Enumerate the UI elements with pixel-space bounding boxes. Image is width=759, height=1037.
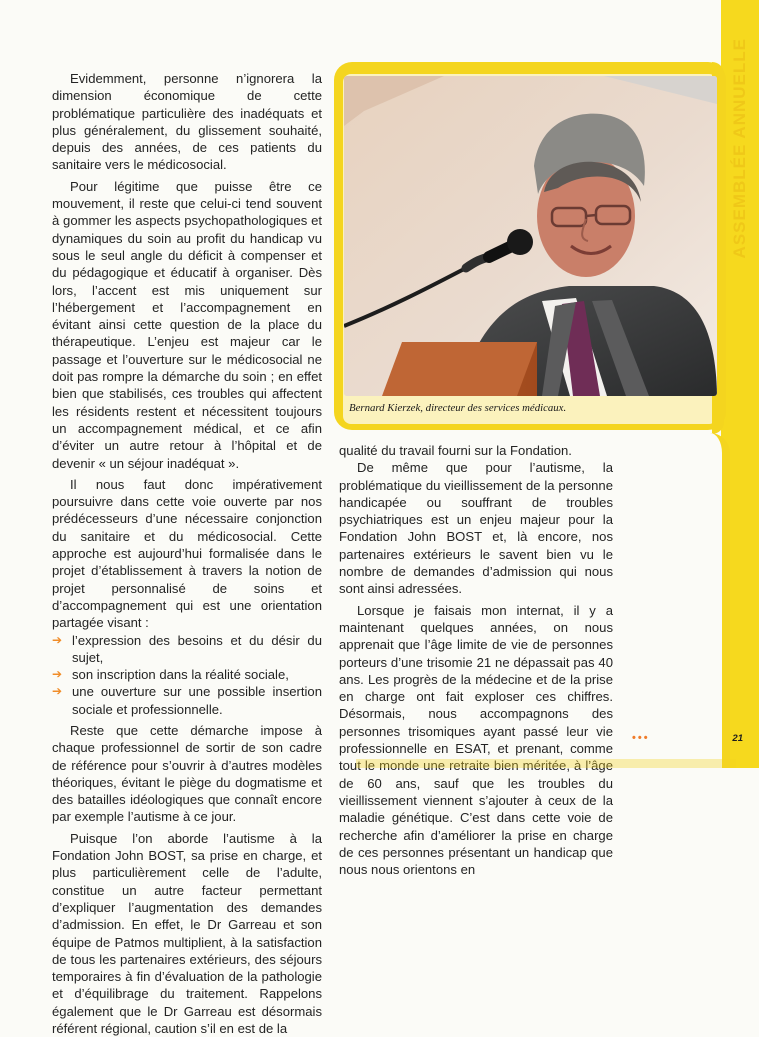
left-paragraph-5: Puisque l’on aborde l’autisme à la Fondation John BOST, sa prise en charge, et plus particulièrement celle de l’adulte, constitue un autre facteur permettant d’expliquer l’augmentation des demandes d’admission. En effet, le Dr Garreau et son équipe de Patmos multiplient, à la satisfaction de tous les partenaires extérieurs, des séjours temporaires à fin d’évaluation de la pathologie et d’équilibrage du traitement. Rappelons également que le Dr Garreau est désormais référent régional, caution s’il en est de la (52, 830, 322, 1037)
faded-background-text (58, 48, 338, 66)
bullet-item: ➔ l’expression des besoins et du désir du sujet, (52, 632, 322, 667)
page-number: 21 (732, 733, 743, 744)
photo-caption: Bernard Kierzek, directeur des services médicaux. (349, 402, 567, 414)
left-paragraph-2: Pour légitime que puisse être ce mouvement, il reste que celui-ci tend souvent à gommer les aspects psychopathologiques et dynamiques du soin au profit du handicap vu sous le seul angle du déficit à compenser et du pédagogique et éducatif à organiser. Dès lors, l’accent est mis uniquement sur l’hébergement et l’accompagnement en évitant ainsi cette question de la place du thérapeutique. L’enjeu est majeur car le passage et l’ouverture sur le médicosocial ne doit pas rompre la démarche du soin ; en effet bien que stabilisés, ces troubles qui affectent les résidents restent et nécessitent toujours un accompagnement médical, et ce afin d’éviter un autre retour à l’hôpital et de devenir « un séjour inadéquat ». (52, 178, 322, 471)
right-paragraph-1: qualité du travail fourni sur la Fondation. (339, 443, 572, 458)
vertical-section-heading: ASSEMBLÉE ANNUELLE (730, 38, 749, 259)
left-paragraph-1: Evidemment, personne n’ignorera la dimension économique de cette problématique particulière des inadéquats et plus généralement, du glissement souhaité, depuis des années, de ces patients du sanitaire vers le médicosocial. (52, 71, 322, 173)
bottom-yellow-fade (356, 759, 736, 768)
speaker-photo (344, 76, 717, 396)
bullet-item: ➔ une ouverture sur une possible insertion sociale et professionnelle. (52, 683, 322, 718)
speaker-illustration (344, 76, 717, 396)
left-column (52, 70, 322, 1037)
right-column (339, 442, 613, 878)
right-paragraph-2: De même que pour l’autisme, la problématique du vieillissement de la personne handicapée ou souffrant de troubles psychiatriques est un enjeu majeur pour la Fondation John BOST et, là encore, nos partenaires extérieurs le savent bien vu le nombre de demandes d’admission qui nous sont ainsi adressées. (339, 460, 613, 597)
page-mark-dots: ••• (632, 732, 650, 744)
right-paragraph-3: Lorsque je faisais mon internat, il y a maintenant quelques années, on nous apprenait que l’âge limite de vie de personnes porteurs d’une trisomie 21 ne dépassait pas 40 ans. Les progrès de la médecine et de la prise en charge ont fait exploser ces chiffres. Désormais, nous accompagnons des personnes trisomiques ayant passé leur vie professionnelle en ESAT, et prenant, comme tout le monde une retraite bien méritée, à l’âge de 60 ans, sauf que les troubles du vieillissement viennent s’ajouter à ceux de la maladie génétique. C’est dans cette voie de recherche afin d’améliorer la prise en charge de ces personnes présentant un handicap que nous nous orientons en (339, 602, 613, 878)
left-paragraph-3: Il nous faut donc impérativement poursuivre dans cette voie ouverte par nos prédécesseurs d’une nécessaire conjonction du sanitaire et du médicosocial. Cette approche est aujourd’hui formalisée dans le projet d’établissement à travers la notion de projet personnalisé de soins et d’accompagnement qui est une orientation partagée visant : (52, 476, 322, 631)
bullet-item: ➔ son inscription dans la réalité sociale, (52, 666, 322, 683)
left-paragraph-4: Reste que cette démarche impose à chaque professionnel de sortir de son cadre de référence pour s’ouvrir à d’autres modèles théoriques, évitant le piège du dogmatisme et des batailles idéologiques que connaît encore par exemple l’autisme à ce jour. (52, 722, 322, 825)
